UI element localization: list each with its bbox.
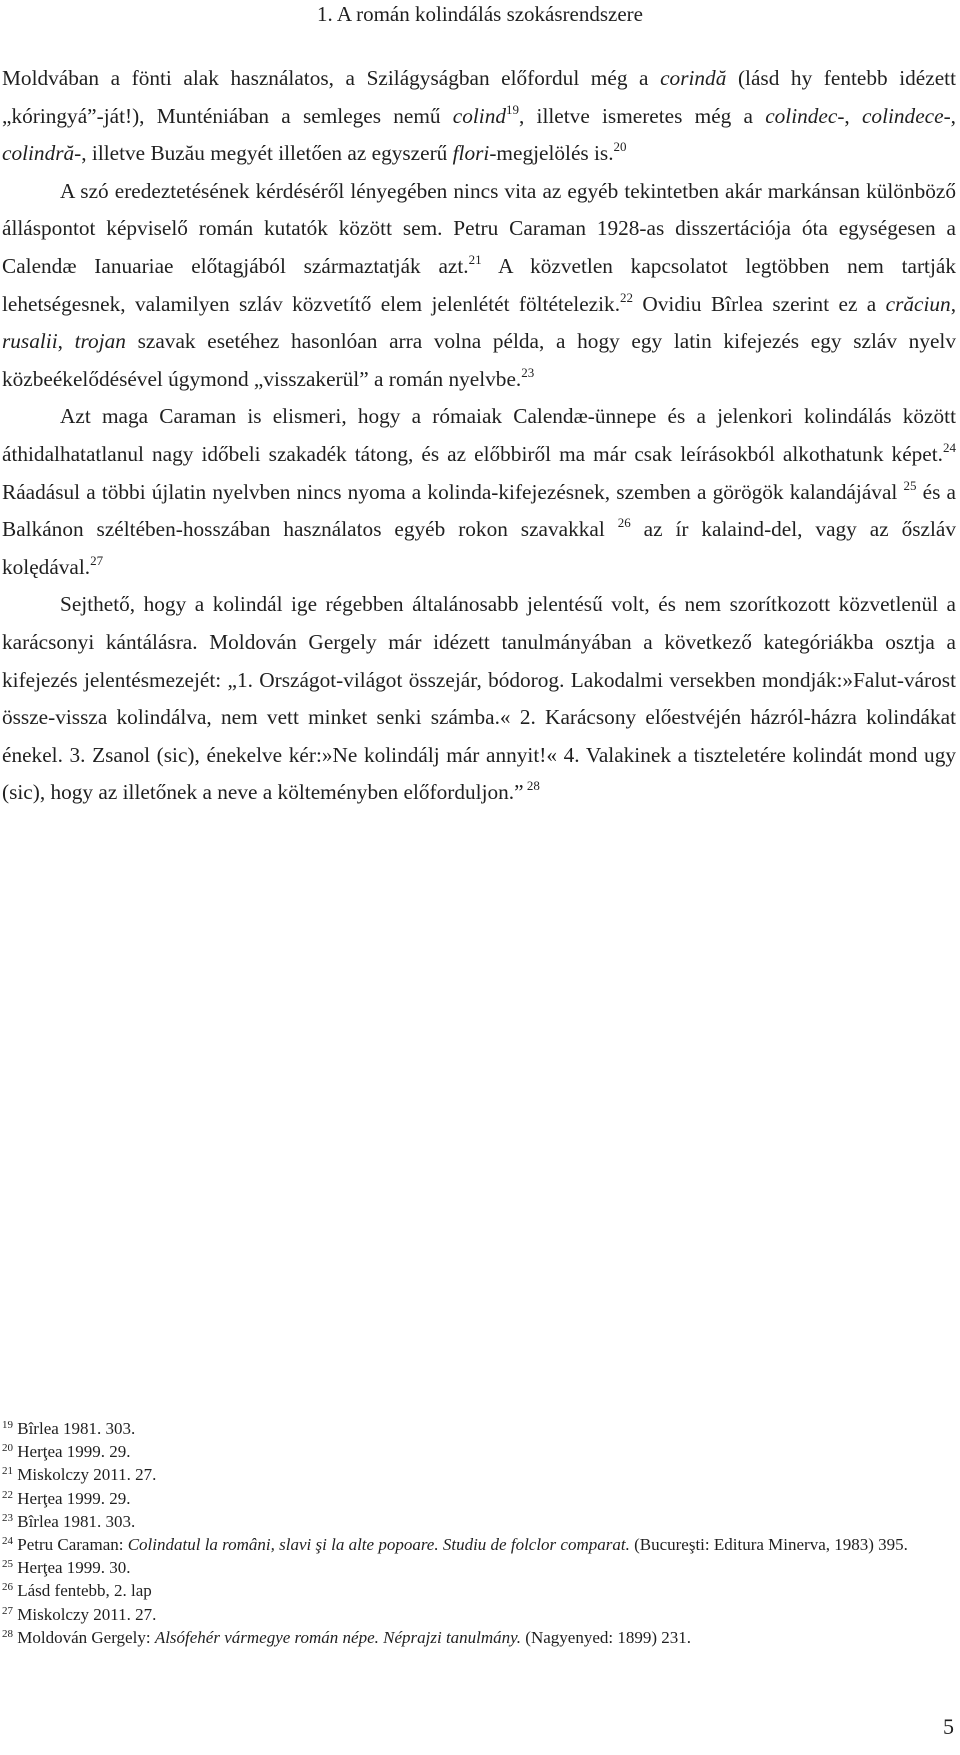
footnote: [2, 1603, 956, 1626]
page-number: 5: [943, 1714, 954, 1739]
text-run: szavak esetéhez hasonlóan arra volna példa, a hogy egy latin kifejezés egy szláv nyelv közbeékelődésével úgymond „visszakerül” a román nyelvbe.: [2, 329, 956, 391]
text-run: Lásd fentebb, 2. lap: [17, 1581, 152, 1601]
text-run: Bîrlea 1981. 303.: [17, 1511, 136, 1531]
italic-term: colindră: [2, 141, 75, 166]
footnote-number: 24: [2, 1535, 13, 1548]
text-run: -,: [943, 103, 956, 128]
footnote: [2, 1510, 956, 1533]
text-run: és a Balkánon széltében-hosszában használatos egyéb rokon szavakkal: [2, 479, 956, 542]
footnote: [2, 1417, 956, 1440]
text-run: -, illetve Buzău megyét illetően az egyszerű: [74, 141, 453, 166]
footnote-ref: 25: [903, 477, 917, 493]
paragraph: [2, 398, 956, 586]
text-run: Herţea 1999. 29.: [17, 1488, 131, 1508]
paragraph: [2, 60, 956, 173]
footnote-ref: 28: [523, 778, 540, 794]
italic-term: crăciun: [885, 291, 951, 316]
footnote: [2, 1463, 956, 1486]
footnotes-section: [2, 1417, 956, 1649]
italic-term: flori: [452, 141, 490, 166]
chapter-title: 1. A román kolindálás szokásrendszere: [317, 2, 643, 26]
text-run: Sejthető, hogy a kolindál ige régebben általánosabb jelentésű volt, és nem szorítkozott közvetlenül a karácsonyi kántálásra. Moldován Gergely már idézett tanulmányában a következő kategóriákba osztja a kifejezés jelentésmezejét: „1. Országot-világot összejár, bódorog. Lakodalmi versekben mondják:»Falut-várost össze-vissza kolindálva, nem vett minket senki számba.« 2. Karácsony előestvéjén házról-házra kolindákat énekel. 3. Zsanol (sic), énekelve kér:»Ne kolindálj már annyit!« 4. Valakinek a tiszteletére kolindát mond ugy (sic), hogy az illetőnek a neve a költeményben előforduljon.”: [2, 592, 956, 805]
text-run: ,: [950, 291, 957, 316]
footnote-ref: 21: [468, 251, 482, 267]
paragraph: [2, 586, 956, 812]
footnote: [2, 1440, 956, 1463]
footnote-ref: 23: [521, 364, 535, 380]
text-run: A közvetlen kapcsolatot legtöbben nem tartják lehetségesnek, valamilyen szláv közvetítő elem jelenlétét föltételezik.: [2, 253, 956, 316]
text-run: -,: [837, 103, 862, 128]
footnote-ref: 26: [617, 515, 631, 531]
paragraph: [2, 173, 956, 399]
footnote-number: 22: [2, 1488, 13, 1501]
text-run: Petru Caraman:: [17, 1535, 128, 1555]
footnote: [2, 1533, 956, 1556]
footnote-number: 25: [2, 1558, 13, 1571]
italic-term: Colindatul la români, slavi şi la alte popoare. Studiu de folclor comparat.: [127, 1535, 630, 1555]
text-run: -megjelölés is.: [489, 141, 614, 166]
italic-term: trojan: [74, 329, 126, 354]
text-run: ,: [57, 329, 75, 354]
footnote-number: 19: [2, 1419, 13, 1431]
footnote: [2, 1556, 956, 1579]
footnote-number: 26: [2, 1581, 13, 1594]
text-run: (lásd hy fentebb idézett „kóringyá”-ját!), Munténiában a semleges nemű: [2, 66, 956, 128]
footnote-number: 20: [2, 1442, 13, 1455]
italic-term: colindec: [765, 103, 838, 128]
footnote-ref: 27: [90, 552, 104, 568]
footnote-ref: 19: [506, 101, 520, 117]
text-run: Herţea 1999. 29.: [17, 1442, 131, 1462]
footnote: [2, 1579, 956, 1602]
italic-term: Alsófehér vármegye román népe. Néprajzi tanulmány.: [154, 1627, 522, 1647]
text-run: Moldován Gergely:: [17, 1627, 155, 1647]
text-run: Bîrlea 1981. 303.: [17, 1419, 136, 1438]
footnote-ref: 24: [943, 439, 956, 455]
text-run: (Nagyenyed: 1899) 231.: [521, 1627, 692, 1647]
text-run: az ír kalaind-del, vagy az őszláv kolędával.: [2, 517, 956, 579]
text-run: Herţea 1999. 30.: [17, 1558, 131, 1578]
text-run: (Bucureşti: Editura Minerva, 1983) 395.: [629, 1535, 908, 1555]
text-run: Miskolczy 2011. 27.: [17, 1465, 157, 1485]
footnote-ref: 20: [613, 139, 627, 155]
page-header: [0, 0, 960, 28]
footnote: [2, 1626, 956, 1649]
text-run: Miskolczy 2011. 27.: [17, 1604, 157, 1624]
text-run: Ráadásul a többi újlatin nyelvben nincs nyoma a kolinda-kifejezésnek, szemben a görögök kalandájával: [2, 479, 904, 504]
text-run: , illetve ismeretes még a: [519, 103, 766, 128]
text-run: Ovidiu Bîrlea szerint ez a: [633, 291, 886, 316]
footnote: [2, 1487, 956, 1510]
text-run: Moldvában a fönti alak használatos, a Szilágyságban előfordul még a: [2, 66, 661, 90]
italic-term: rusalii: [2, 329, 58, 354]
footnote-number: 21: [2, 1465, 13, 1478]
footnote-number: 27: [2, 1604, 13, 1617]
text-run: A szó eredeztetésének kérdéséről lényegében nincs vita az egyéb tekintetben akár markánsan különböző álláspontot képviselő román kutatók között sem. Petru Caraman 1928-as disszertációja óta egységesen a Calendæ Ianuariae előtagjából származtatják azt.: [2, 178, 956, 278]
italic-term: colindece: [861, 103, 944, 128]
italic-term: colind: [452, 103, 507, 128]
body-text: [2, 60, 956, 812]
footnote-number: 23: [2, 1511, 13, 1524]
footnote-ref: 22: [620, 289, 634, 305]
text-run: Azt maga Caraman is elismeri, hogy a rómaiak Calendæ-ünnepe és a jelenkori kolindálás között áthidalhatatlanul nagy időbeli szakadék tátong, és az előbbiről ma már csak leírásokból alkothatunk képet.: [2, 404, 956, 466]
footnote-number: 28: [2, 1627, 13, 1640]
italic-term: corindă: [660, 66, 727, 90]
